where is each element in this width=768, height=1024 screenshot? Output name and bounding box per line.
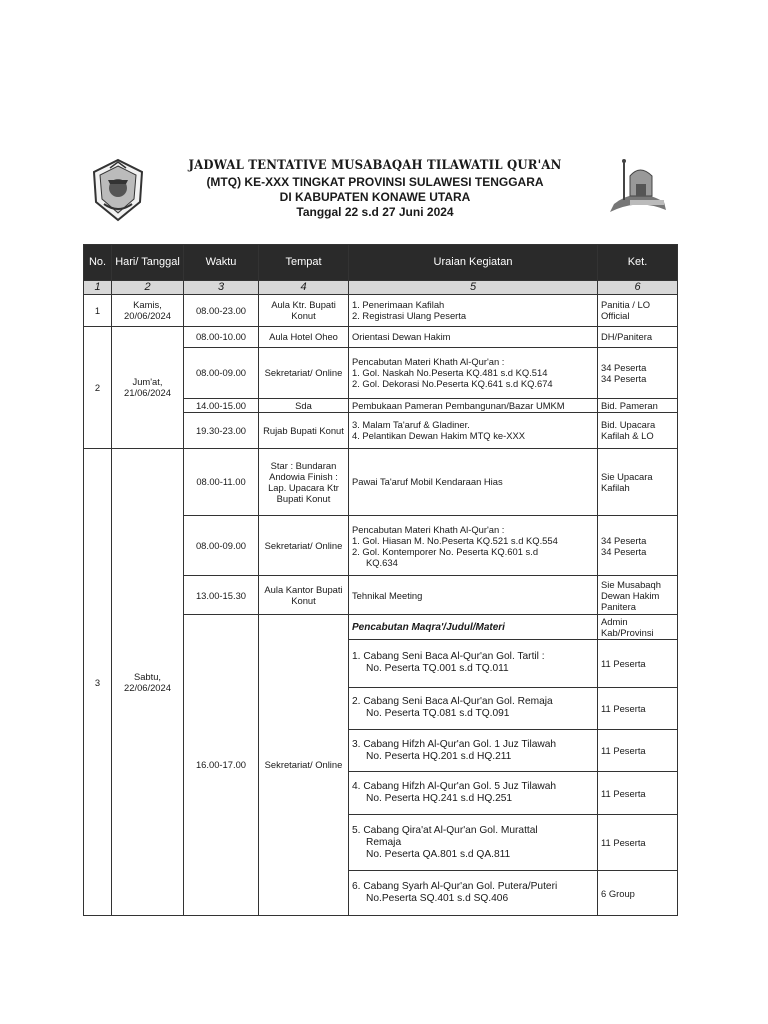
note-cell: 6 Group bbox=[598, 871, 678, 916]
branch-name: 5. Cabang Qira'at Al-Qur'an Gol. Murattal bbox=[352, 824, 538, 836]
participant-count: 34 Peserta bbox=[601, 372, 647, 384]
document-title: JADWAL TENTATIVE MUSABAQAH TILAWATIL QUR'AN bbox=[188, 158, 562, 173]
note-cell: 11 Peserta bbox=[598, 772, 678, 814]
venue-cell: Sekretariat/ Online bbox=[259, 348, 349, 399]
activity-cell bbox=[349, 515, 598, 576]
branch-cell bbox=[349, 814, 598, 871]
column-number: 5 bbox=[349, 281, 598, 294]
activity-item-continued: KQ.634 bbox=[366, 556, 398, 568]
header-tempat: Tempat bbox=[259, 245, 349, 281]
activity-item: 3. Malam Ta'aruf & Gladiner. bbox=[352, 419, 470, 431]
header-no: No. bbox=[84, 245, 112, 281]
document-date-range: Tanggal 22 s.d 27 Juni 2024 bbox=[296, 205, 454, 219]
time-cell: 08.00-23.00 bbox=[184, 294, 259, 326]
header-waktu: Waktu bbox=[184, 245, 259, 281]
activity-item: 2. Gol. Kontemporer No. Peserta KQ.601 s.d bbox=[352, 545, 539, 557]
note-cell: Sie Upacara Kafilah bbox=[598, 449, 678, 516]
activity-item: 2. Gol. Dekorasi No.Peserta KQ.641 s.d KQ.674 bbox=[352, 378, 553, 390]
branch-participants-range: No. Peserta TQ.081 s.d TQ.091 bbox=[366, 708, 510, 720]
table-header-row bbox=[84, 245, 678, 281]
venue-cell: Aula Kantor Bupati Konut bbox=[259, 576, 349, 614]
day-name: Kamis, bbox=[133, 299, 162, 311]
document-location: DI KABUPATEN KONAWE UTARA bbox=[279, 190, 471, 204]
venue-cell: Aula Hotel Oheo bbox=[259, 326, 349, 347]
activity-heading: Pencabutan Materi Khath Al-Qur'an : bbox=[352, 523, 505, 535]
day-date-cell bbox=[112, 294, 184, 326]
time-cell: 14.00-15.00 bbox=[184, 398, 259, 412]
mtq-logo-icon bbox=[600, 156, 674, 218]
document-header bbox=[150, 158, 600, 220]
venue-cell: Star : Bundaran Andowia Finish : Lap. Upacara Ktr Bupati Konut bbox=[259, 449, 349, 516]
branch-cell bbox=[349, 729, 598, 771]
note-cell: Bid. Pameran bbox=[598, 398, 678, 412]
column-number: 6 bbox=[598, 281, 678, 294]
date-value: 21/06/2024 bbox=[124, 387, 171, 399]
branch-name: 6. Cabang Syarh Al-Qur'an Gol. Putera/Puteri bbox=[352, 881, 558, 893]
note-cell: Panitia / LO Official bbox=[598, 294, 678, 326]
branch-cell bbox=[349, 871, 598, 916]
branch-cell bbox=[349, 772, 598, 814]
row-number: 1 bbox=[84, 294, 112, 326]
branch-name: 4. Cabang Hifzh Al-Qur'an Gol. 5 Juz Tilawah bbox=[352, 781, 557, 793]
document-subtitle: (MTQ) KE-XXX TINGKAT PROVINSI SULAWESI TENGGARA bbox=[206, 175, 544, 189]
participant-count: 34 Peserta bbox=[601, 534, 647, 546]
column-number: 2 bbox=[112, 281, 184, 294]
branch-participants-range: No. Peserta QA.801 s.d QA.811 bbox=[366, 848, 511, 860]
note-cell: 11 Peserta bbox=[598, 687, 678, 729]
column-number-row bbox=[84, 281, 678, 294]
branch-cell bbox=[349, 640, 598, 687]
date-value: 20/06/2024 bbox=[124, 310, 171, 322]
activity-cell: Pembukaan Pameran Pembangunan/Bazar UMKM bbox=[349, 398, 598, 412]
venue-cell: Rujab Bupati Konut bbox=[259, 412, 349, 448]
branch-participants-range: No. Peserta HQ.241 s.d HQ.251 bbox=[366, 793, 513, 805]
participant-count: 34 Peserta bbox=[601, 361, 647, 373]
note-cell: 11 Peserta bbox=[598, 640, 678, 687]
branch-name: 1. Cabang Seni Baca Al-Qur'an Gol. Tartil : bbox=[352, 651, 545, 663]
note-cell: 11 Peserta bbox=[598, 729, 678, 771]
schedule-table bbox=[83, 244, 678, 916]
day-name: Sabtu, bbox=[133, 671, 162, 683]
note-cell: DH/Panitera bbox=[598, 326, 678, 347]
branch-cell bbox=[349, 687, 598, 729]
table-row bbox=[84, 449, 678, 516]
time-cell: 08.00-09.00 bbox=[184, 348, 259, 399]
column-number: 4 bbox=[259, 281, 349, 294]
activity-cell: Tehnikal Meeting bbox=[349, 576, 598, 614]
activity-item: 1. Penerimaan Kafilah bbox=[352, 299, 445, 311]
header-uraian-kegiatan: Uraian Kegiatan bbox=[349, 245, 598, 281]
note-cell: Sie Musabaqh Dewan Hakim Panitera bbox=[598, 576, 678, 614]
note-cell: Bid. Upacara Kafilah & LO bbox=[598, 412, 678, 448]
activity-cell: Orientasi Dewan Hakim bbox=[349, 326, 598, 347]
time-cell: 08.00-11.00 bbox=[184, 449, 259, 516]
branch-name: 2. Cabang Seni Baca Al-Qur'an Gol. Remaja bbox=[352, 696, 553, 708]
branch-participants-range: No. Peserta TQ.001 s.d TQ.011 bbox=[366, 663, 509, 675]
time-cell: 08.00-09.00 bbox=[184, 515, 259, 576]
day-date-cell bbox=[112, 326, 184, 448]
branch-participants-range: No. Peserta HQ.201 s.d HQ.211 bbox=[366, 750, 512, 762]
time-cell: 16.00-17.00 bbox=[184, 614, 259, 915]
venue-cell: Sda bbox=[259, 398, 349, 412]
table-row bbox=[84, 326, 678, 347]
participant-count: 34 Peserta bbox=[601, 545, 647, 557]
activity-cell bbox=[349, 348, 598, 399]
venue-cell: Sekretariat/ Online bbox=[259, 614, 349, 915]
branch-participants-range: No.Peserta SQ.401 s.d SQ.406 bbox=[366, 893, 509, 905]
activity-item: 4. Pelantikan Dewan Hakim MTQ ke-XXX bbox=[352, 430, 525, 442]
activity-heading: Pencabutan Maqra'/Judul/Materi bbox=[352, 621, 505, 633]
time-cell: 19.30-23.00 bbox=[184, 412, 259, 448]
day-name: Jum'at, bbox=[132, 376, 163, 388]
activity-cell bbox=[349, 412, 598, 448]
branch-name: 3. Cabang Hifzh Al-Qur'an Gol. 1 Juz Tilawah bbox=[352, 738, 557, 750]
note-cell bbox=[598, 348, 678, 399]
activity-item: 2. Registrasi Ulang Peserta bbox=[352, 310, 467, 322]
time-cell: 08.00-10.00 bbox=[184, 326, 259, 347]
column-number: 1 bbox=[84, 281, 112, 294]
column-number: 3 bbox=[184, 281, 259, 294]
activity-item: 1. Gol. Hiasan M. No.Peserta KQ.521 s.d KQ.554 bbox=[352, 534, 558, 546]
note-cell bbox=[598, 515, 678, 576]
venue-cell: Sekretariat/ Online bbox=[259, 515, 349, 576]
header-ket: Ket. bbox=[598, 245, 678, 281]
row-number: 3 bbox=[84, 449, 112, 916]
branch-name-continued: Remaja bbox=[366, 836, 402, 848]
header-hari-tanggal: Hari/ Tanggal bbox=[112, 245, 184, 281]
note-cell: 11 Peserta bbox=[598, 814, 678, 871]
note-cell: Admin Kab/Provinsi bbox=[598, 614, 678, 639]
day-date-cell bbox=[112, 449, 184, 916]
activity-cell bbox=[349, 614, 598, 639]
time-cell: 13.00-15.30 bbox=[184, 576, 259, 614]
venue-cell: Aula Ktr. Bupati Konut bbox=[259, 294, 349, 326]
activity-cell: Pawai Ta'aruf Mobil Kendaraan Hias bbox=[349, 449, 598, 516]
activity-heading: Pencabutan Materi Khath Al-Qur'an : bbox=[352, 356, 505, 368]
table-row bbox=[84, 294, 678, 326]
activity-cell bbox=[349, 294, 598, 326]
date-value: 22/06/2024 bbox=[124, 682, 171, 694]
row-number: 2 bbox=[84, 326, 112, 448]
regency-emblem-icon bbox=[90, 158, 146, 222]
activity-item: 1. Gol. Naskah No.Peserta KQ.481 s.d KQ.514 bbox=[352, 367, 548, 379]
